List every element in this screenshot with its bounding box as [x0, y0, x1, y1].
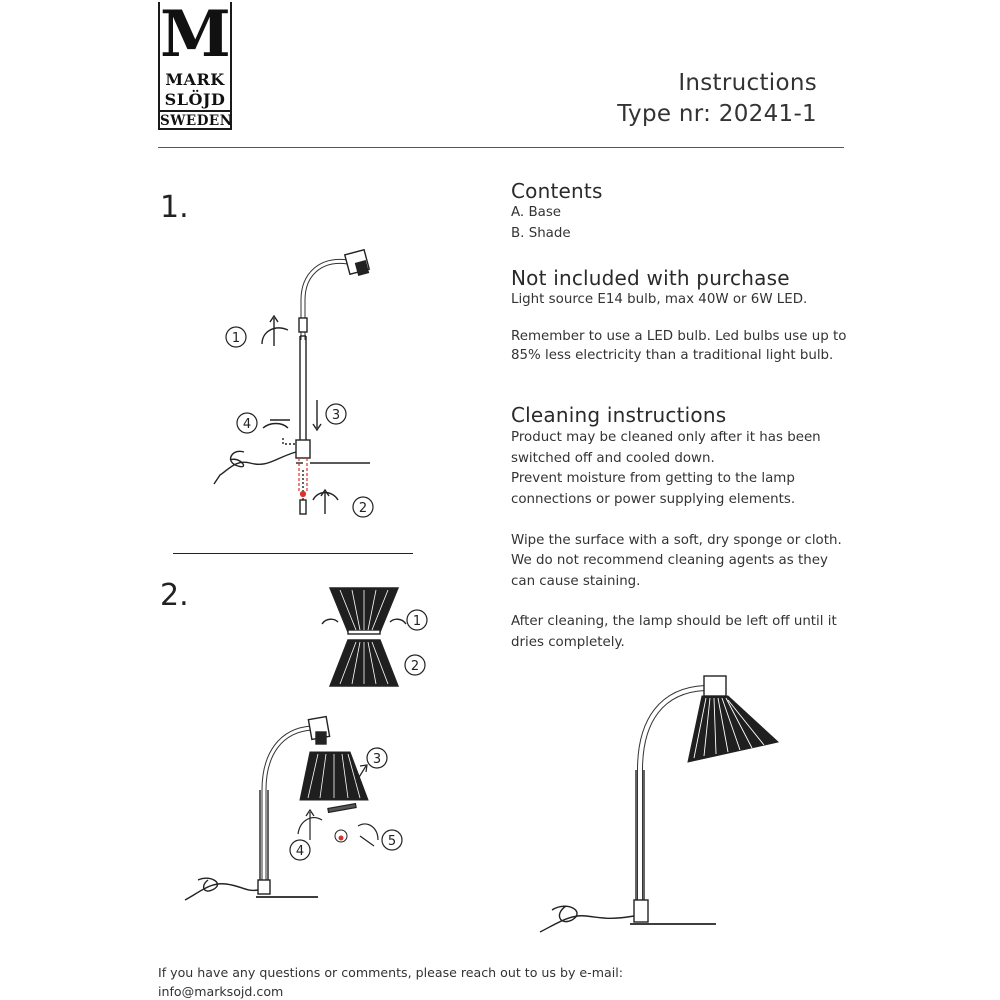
logo-word-mark: MARK — [165, 70, 225, 89]
cleaning-line: dries completely. — [511, 635, 625, 650]
cleaning-line: can cause staining. — [511, 574, 641, 589]
cleaning-line: We do not recommend cleaning agents as they — [511, 553, 828, 568]
callout-4: 4 — [242, 417, 252, 432]
callout-step2-2: 2 — [410, 659, 420, 674]
callout-step2-3: 3 — [372, 752, 382, 767]
callout-2: 2 — [358, 501, 368, 516]
callout-step2-5: 5 — [387, 834, 397, 849]
cleaning-line: connections or power supplying elements. — [511, 492, 796, 507]
cleaning-title: Cleaning instructions — [511, 403, 727, 427]
reminder-line-2: 85% less electricity than a traditional light bulb. — [511, 348, 834, 363]
cleaning-line: After cleaning, the lamp should be left off until it — [511, 614, 837, 629]
footer-contact-text: If you have any questions or comments, please reach out to us by e-mail: — [158, 965, 623, 980]
cleaning-line: switched off and cooled down. — [511, 451, 715, 466]
callout-3: 3 — [331, 408, 341, 423]
reminder-line-1: Remember to use a LED bulb. Led bulbs use up to — [511, 329, 847, 344]
logo-word-slojd: SLÖJD — [164, 90, 226, 109]
callout-step2-1: 1 — [412, 614, 422, 629]
type-number: Type nr: 20241-1 — [617, 101, 817, 127]
logo-word-sweden: SWEDEN — [160, 110, 230, 130]
footer-email-link[interactable]: info@marksojd.com — [158, 984, 284, 999]
cleaning-line: Prevent moisture from getting to the lamp — [511, 471, 795, 486]
cleaning-line: Product may be cleaned only after it has been — [511, 430, 821, 445]
contents-item-shade: B. Shade — [511, 226, 571, 241]
step-2-number: 2. — [160, 578, 189, 613]
not-included-title: Not included with purchase — [511, 266, 790, 290]
contents-item-base: A. Base — [511, 205, 562, 220]
page-title: Instructions — [678, 70, 817, 96]
callout-step2-4: 4 — [295, 844, 305, 859]
cleaning-line: Wipe the surface with a soft, dry sponge or cloth. — [511, 533, 842, 548]
step-1-number: 1. — [160, 190, 189, 225]
contents-title: Contents — [511, 179, 603, 203]
callout-1: 1 — [231, 331, 241, 346]
not-included-text: Light source E14 bulb, max 40W or 6W LED. — [511, 292, 808, 307]
logo-letter: M — [160, 0, 231, 72]
